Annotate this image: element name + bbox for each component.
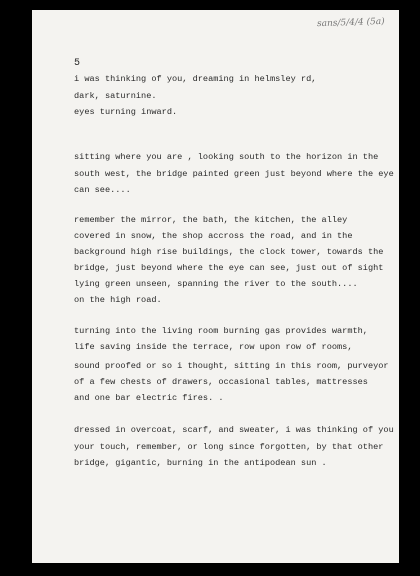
line: bridge, just beyond where the eye can see, just out of sight	[74, 263, 384, 273]
line: sitting where you are , looking south to the horizon in the	[74, 152, 379, 162]
typed-page	[32, 10, 399, 563]
page-number: 5	[74, 58, 81, 69]
line: covered in snow, the shop accross the road, and in the	[74, 231, 353, 241]
line: and one bar electric fires. .	[74, 393, 224, 403]
line: eyes turning inward.	[74, 107, 178, 117]
line: background high rise buildings, the clock tower, towards the	[74, 247, 384, 257]
line: turning into the living room burning gas provides warmth,	[74, 326, 368, 336]
line: can see....	[74, 185, 131, 195]
line: sound proofed or so i thought, sitting in this room, purveyor	[74, 361, 389, 371]
line: south west, the bridge painted green just beyond where the eye	[74, 169, 394, 179]
line: lying green unseen, spanning the river to the south....	[74, 279, 358, 289]
line: bridge, gigantic, burning in the antipodean sun .	[74, 458, 327, 468]
line: remember the mirror, the bath, the kitchen, the alley	[74, 215, 348, 225]
line: dressed in overcoat, scarf, and sweater, i was thinking of you	[74, 425, 394, 435]
line: of a few chests of drawers, occasional tables, mattresses	[74, 377, 368, 387]
line: your touch, remember, or long since forgotten, by that other	[74, 442, 384, 452]
line: dark, saturnine.	[74, 91, 157, 101]
line: on the high road.	[74, 295, 162, 305]
line: i was thinking of you, dreaming in helmsley rd,	[74, 74, 317, 84]
archive-annotation: sans/5/4/4 (5a)	[317, 16, 386, 30]
line: life saving inside the terrace, row upon row of rooms,	[74, 342, 353, 352]
